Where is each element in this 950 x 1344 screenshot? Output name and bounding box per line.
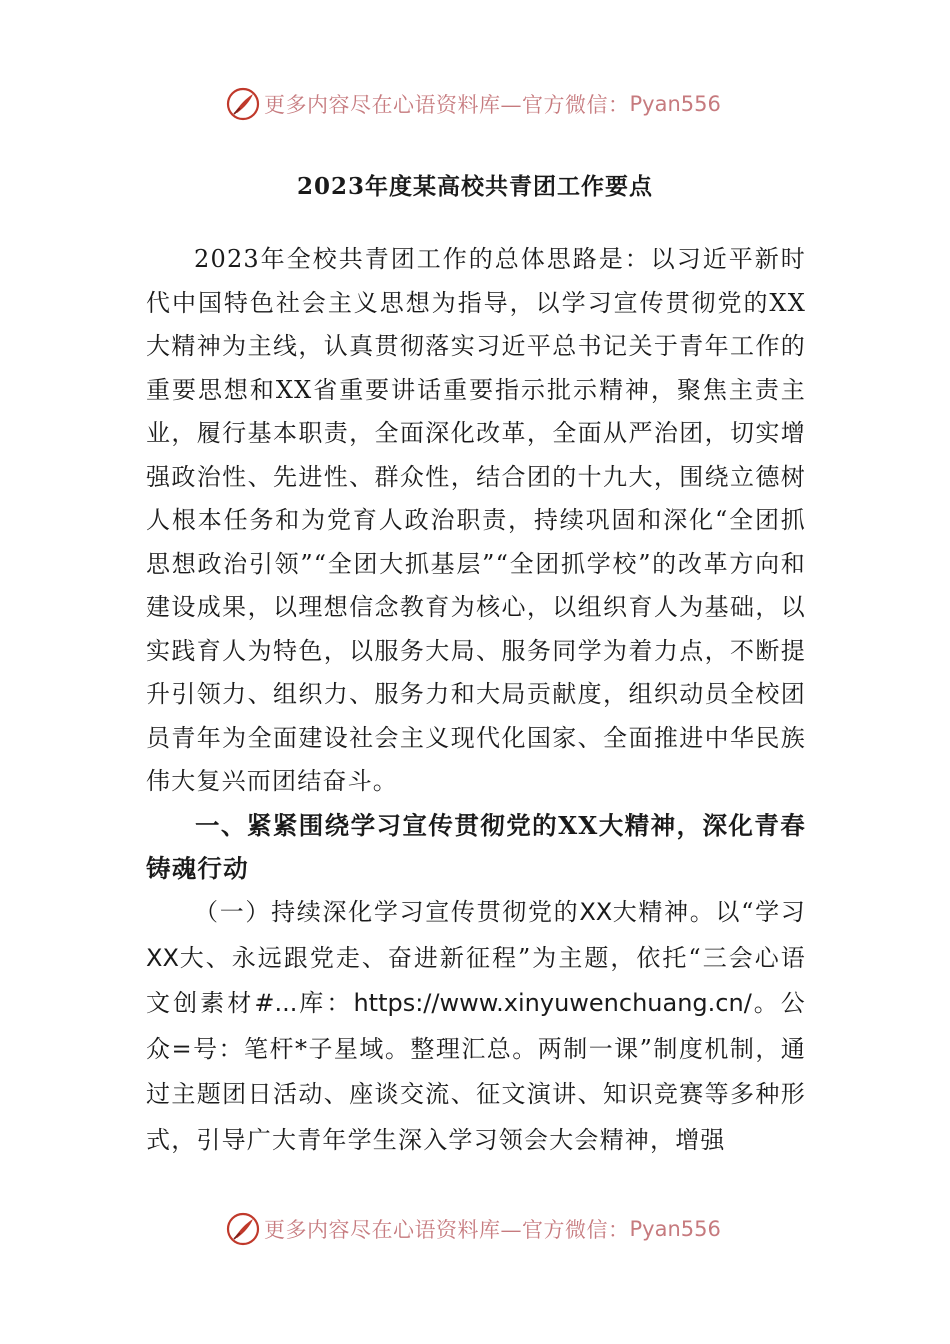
subsection-paragraph: [146, 890, 806, 1163]
sub1-text-2: 大精神。以“学习: [612, 898, 806, 926]
sub1-xx-1: XX: [579, 898, 613, 926]
sub1-text-4: 库：: [297, 989, 354, 1017]
sub1-text-3: 大、永远跟党走、奋进新征程”为主题，依托“三会心语文创素材: [146, 943, 806, 1017]
sub1-hash: #...: [254, 989, 298, 1017]
intro-paragraph: 2023年全校共青团工作的总体思路是：以习近平新时代中国特色社会主义思想为指导，以学习宣传贯彻党的XX大精神为主线，认真贯彻落实习近平总书记关于青年工作的重要思想和XX省重要讲话重要指示批示精神，聚焦主责主业，履行基本职责，全面深化改革，全面从严治团，切实增强政治性、先进性、群众性，结合团的十九大，围绕立德树人根本任务和为党育人政治职责，持续巩固和深化“全团抓思想政治引领”“全团大抓基层”“全团抓学校”的改革方向和建设成果，以理想信念教育为核心，以组织育人为基础，以实践育人为特色，以服务大局、服务同学为着力点，不断提升引领力、组织力、服务力和大局贡献度，组织动员全校团员青年为全面建设社会主义现代化国家、全面推进中华民族伟大复兴而团结奋斗。: [146, 245, 806, 795]
watermark-footer: [226, 1209, 721, 1249]
watermark-header: [226, 84, 721, 124]
quill-logo-icon: [226, 87, 260, 121]
sub1-xx-2: XX: [146, 943, 179, 972]
watermark-wechat-id: Pyan556: [629, 1217, 721, 1241]
section-heading: 一、紧紧围绕学习宣传贯彻党的XX大精神，深化青春铸魂行动: [146, 811, 806, 883]
sub1-url-link[interactable]: https://www.xinyuwenchuang.cn/: [353, 989, 752, 1017]
watermark-wechat-id: Pyan556: [629, 92, 721, 116]
watermark-text: 更多内容尽在心语资料库—官方微信：: [264, 1218, 630, 1242]
watermark-text: 更多内容尽在心语资料库—官方微信：: [264, 93, 630, 117]
document-title: 2023年度某高校共青团工作要点: [296, 173, 653, 200]
quill-logo-icon: [226, 1212, 260, 1246]
sub1-text-1: （一）持续深化学习宣传贯彻党的: [194, 898, 580, 926]
sub1-text-5: 。公众=号：笔杆*子星域。整理汇总。两制一课”制度机制，通过主题团日活动、座谈交流、征文演讲、知识竞赛等多种形式，引导广大青年学生深入学习领会大会精神，增强: [146, 989, 806, 1154]
